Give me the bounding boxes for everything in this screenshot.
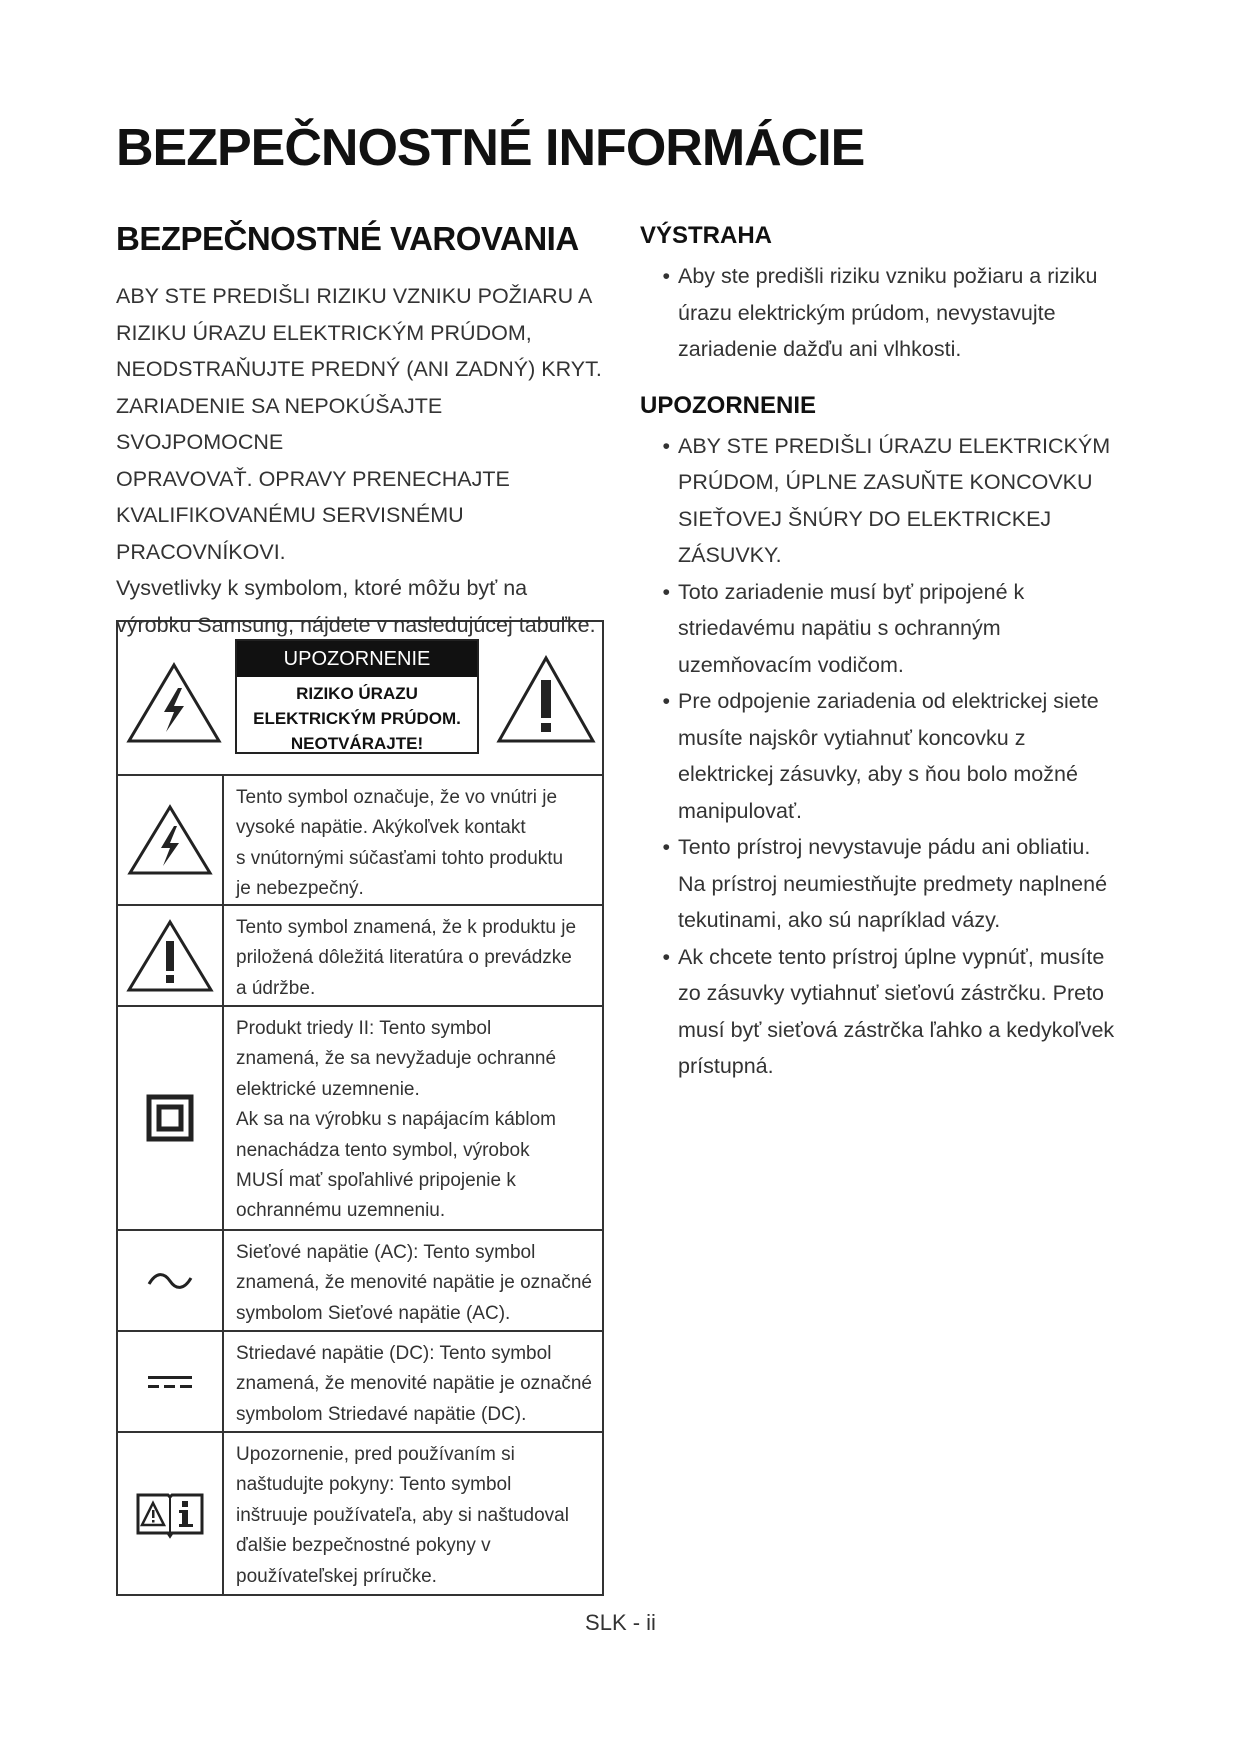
warning-line: RIZIKU ÚRAZU ELEKTRICKÝM PRÚDOM, — [116, 320, 532, 345]
vystraha-heading: VÝSTRAHA — [640, 222, 773, 249]
description-line: naštudujte pokyny: Tento symbol — [236, 1474, 512, 1496]
upozornenie-heading: UPOZORNENIE — [640, 391, 817, 419]
left-column — [116, 220, 606, 643]
bullet-line: Toto zariadenie musí byť pripojené k — [678, 579, 1025, 604]
symbol-row-high-voltage — [118, 776, 602, 906]
right-column — [640, 222, 1140, 1085]
bullet-icon: • — [662, 944, 670, 969]
symbol-cell — [118, 776, 224, 904]
bullet-line: Aby ste predišli riziku vzniku požiaru a riziku — [678, 264, 1098, 288]
symbol-description — [224, 906, 580, 1005]
legend-line: Vysvetlivky k symbolom, ktoré môžu byť na — [116, 576, 528, 600]
bullet-line: Tento prístroj nevystavuje pádu ani obliatiu. — [678, 835, 1091, 859]
description-line: elektrické uzemnenie. — [236, 1078, 420, 1100]
symbol-cell — [118, 1007, 224, 1229]
description-line: znamená, že sa nevyžaduje ochranné — [236, 1048, 557, 1070]
dc-lines-icon — [146, 1372, 194, 1392]
list-item — [640, 428, 1140, 574]
bullet-line: Pre odpojenie zariadenia od elektrickej siete — [678, 689, 1099, 713]
page-number: SLK - ii — [585, 1610, 656, 1635]
list-item — [640, 574, 1140, 684]
description-line: znamená, že menovité napätie je označné — [236, 1272, 592, 1294]
symbol-row-ac — [118, 1231, 602, 1332]
description-line: Striedavé napätie (DC): Tento symbol — [236, 1343, 552, 1364]
symbol-cell — [118, 906, 224, 1005]
bullet-icon: • — [662, 579, 670, 604]
caution-box-text — [237, 677, 477, 756]
description-line: Produkt triedy II: Tento symbol — [236, 1018, 492, 1039]
bullet-line: prístupná. — [678, 1054, 774, 1078]
bullet-line: ABY STE PREDIŠLI ÚRAZU ELEKTRICKÝM — [678, 433, 1111, 458]
exclamation-icon — [126, 919, 214, 993]
bullet-line: musíte najskôr vytiahnuť koncovku z — [678, 725, 1026, 750]
description-line: nenachádza tento symbol, výrobok — [236, 1139, 530, 1161]
description-line: Tento symbol označuje, že vo vnútri je — [236, 787, 558, 808]
bullet-icon: • — [662, 689, 670, 713]
bullet-line: Ak chcete tento prístroj úplne vypnúť, musíte — [678, 944, 1105, 969]
upozornenie-list — [640, 428, 1140, 1085]
page-title: BEZPEČNOSTNÉ INFORMÁCIE — [116, 119, 865, 177]
warning-line: PRACOVNÍKOVI. — [116, 539, 286, 564]
symbol-description — [224, 776, 567, 904]
description-line: je nebezpečný. — [236, 878, 364, 900]
symbol-row-class-ii — [118, 1007, 602, 1231]
high-voltage-warning-icon — [126, 662, 222, 744]
bullet-line: elektrickej zásuvky, aby s ňou bolo možné — [678, 762, 1078, 786]
description-line: znamená, že menovité napätie je označné — [236, 1373, 592, 1395]
bullet-line: uzemňovacím vodičom. — [678, 652, 904, 677]
bullet-line: zo zásuvky vytiahnuť sieťovú zástrčku. Preto — [678, 981, 1105, 1005]
symbol-table — [116, 620, 604, 1596]
description-line: Upozornenie, pred používaním si — [236, 1444, 515, 1465]
symbol-cell — [118, 1231, 224, 1330]
description-line: Ak sa na výrobku s napájacím káblom — [236, 1109, 556, 1131]
warning-paragraph — [116, 278, 606, 570]
bullet-line: SIEŤOVEJ ŠNÚRY DO ELEKTRICKEJ — [678, 506, 1052, 531]
legend-line: výrobku Samsung, nájdete v nasledujúcej tabuľke. — [116, 612, 596, 637]
warning-line: NEODSTRAŇUJTE PREDNÝ (ANI ZADNÝ) KRYT. — [116, 357, 602, 381]
description-line: inštruuje používateľa, aby si naštudoval — [236, 1504, 569, 1526]
list-item — [640, 258, 1140, 368]
warning-line: OPRAVOVAŤ. OPRAVY PRENECHAJTE — [116, 466, 510, 491]
double-insulation-icon — [146, 1094, 194, 1142]
symbol-description — [224, 1332, 596, 1431]
caution-box — [235, 639, 479, 754]
symbol-row-dc — [118, 1332, 602, 1433]
warning-line: ZARIADENIE SA NEPOKÚŠAJTE SVOJPOMOCNE — [116, 393, 443, 454]
description-line: priložená dôležitá literatúra o prevádzke — [236, 947, 572, 969]
warning-line: KVALIFIKOVANÉMU SERVISNÉMU — [116, 503, 464, 527]
list-item — [640, 829, 1140, 939]
bullet-line: PRÚDOM, ÚPLNE ZASUŇTE KONCOVKU — [678, 470, 1093, 494]
symbol-cell — [118, 1332, 224, 1431]
bullet-icon: • — [662, 264, 670, 288]
symbol-description — [224, 1433, 573, 1594]
description-line: vysoké napätie. Akýkoľvek kontakt — [236, 817, 526, 839]
caution-box-line: RIZIKO ÚRAZU — [296, 684, 418, 703]
description-line: MUSÍ mať spoľahlivé pripojenie k — [236, 1170, 516, 1192]
symbol-row-manual — [118, 1433, 602, 1594]
symbol-row-exclamation — [118, 906, 602, 1007]
caution-box-title: UPOZORNENIE — [237, 641, 477, 677]
read-manual-icon — [135, 1489, 205, 1539]
bullet-line: ZÁSUVKY. — [678, 543, 782, 567]
high-voltage-icon — [127, 804, 213, 876]
caution-box-line: NEOTVÁRAJTE! — [290, 734, 424, 753]
description-line: symbolom Sieťové napätie (AC). — [236, 1302, 511, 1324]
list-item — [640, 683, 1140, 829]
bullet-line: striedavému napätiu s ochranným — [678, 616, 1001, 640]
hazard-header — [118, 622, 602, 776]
description-line: Tento symbol znamená, že k produktu je — [236, 917, 577, 938]
description-line: s vnútornými súčasťami tohto produktu — [236, 847, 564, 869]
exclamation-warning-icon — [496, 655, 596, 745]
bullet-line: musí byť sieťová zástrčka ľahko a kedykoľvek — [678, 1017, 1115, 1042]
symbol-cell — [118, 1433, 224, 1594]
description-line: Sieťové napätie (AC): Tento symbol — [236, 1242, 536, 1263]
bullet-line: manipulovať. — [678, 798, 802, 823]
bullet-line: tekutinami, ako sú napríklad vázy. — [678, 908, 1001, 932]
caution-box-line: ELEKTRICKÝM PRÚDOM. — [253, 709, 461, 728]
list-item — [640, 939, 1140, 1085]
symbol-description — [224, 1007, 560, 1229]
symbol-description — [224, 1231, 596, 1330]
description-line: a údržbe. — [236, 977, 316, 999]
description-line: ochrannému uzemneniu. — [236, 1200, 446, 1222]
bullet-line: Na prístroj neumiestňujte predmety naplnené — [678, 871, 1108, 896]
ac-tilde-icon — [146, 1271, 194, 1291]
bullet-line: zariadenie dažďu ani vlhkosti. — [678, 337, 962, 361]
bullet-line: úrazu elektrickým prúdom, nevystavujte — [678, 300, 1056, 325]
safety-warnings-heading: BEZPEČNOSTNÉ VAROVANIA — [116, 220, 579, 257]
description-line: ďalšie bezpečnostné pokyny v — [236, 1535, 491, 1557]
description-line: používateľskej príručke. — [236, 1565, 437, 1587]
description-line: symbolom Striedavé napätie (DC). — [236, 1403, 527, 1425]
vystraha-list — [640, 258, 1140, 368]
bullet-icon: • — [662, 835, 670, 859]
bullet-icon: • — [662, 433, 670, 458]
warning-line: ABY STE PREDIŠLI RIZIKU VZNIKU POŽIARU A — [116, 284, 593, 308]
